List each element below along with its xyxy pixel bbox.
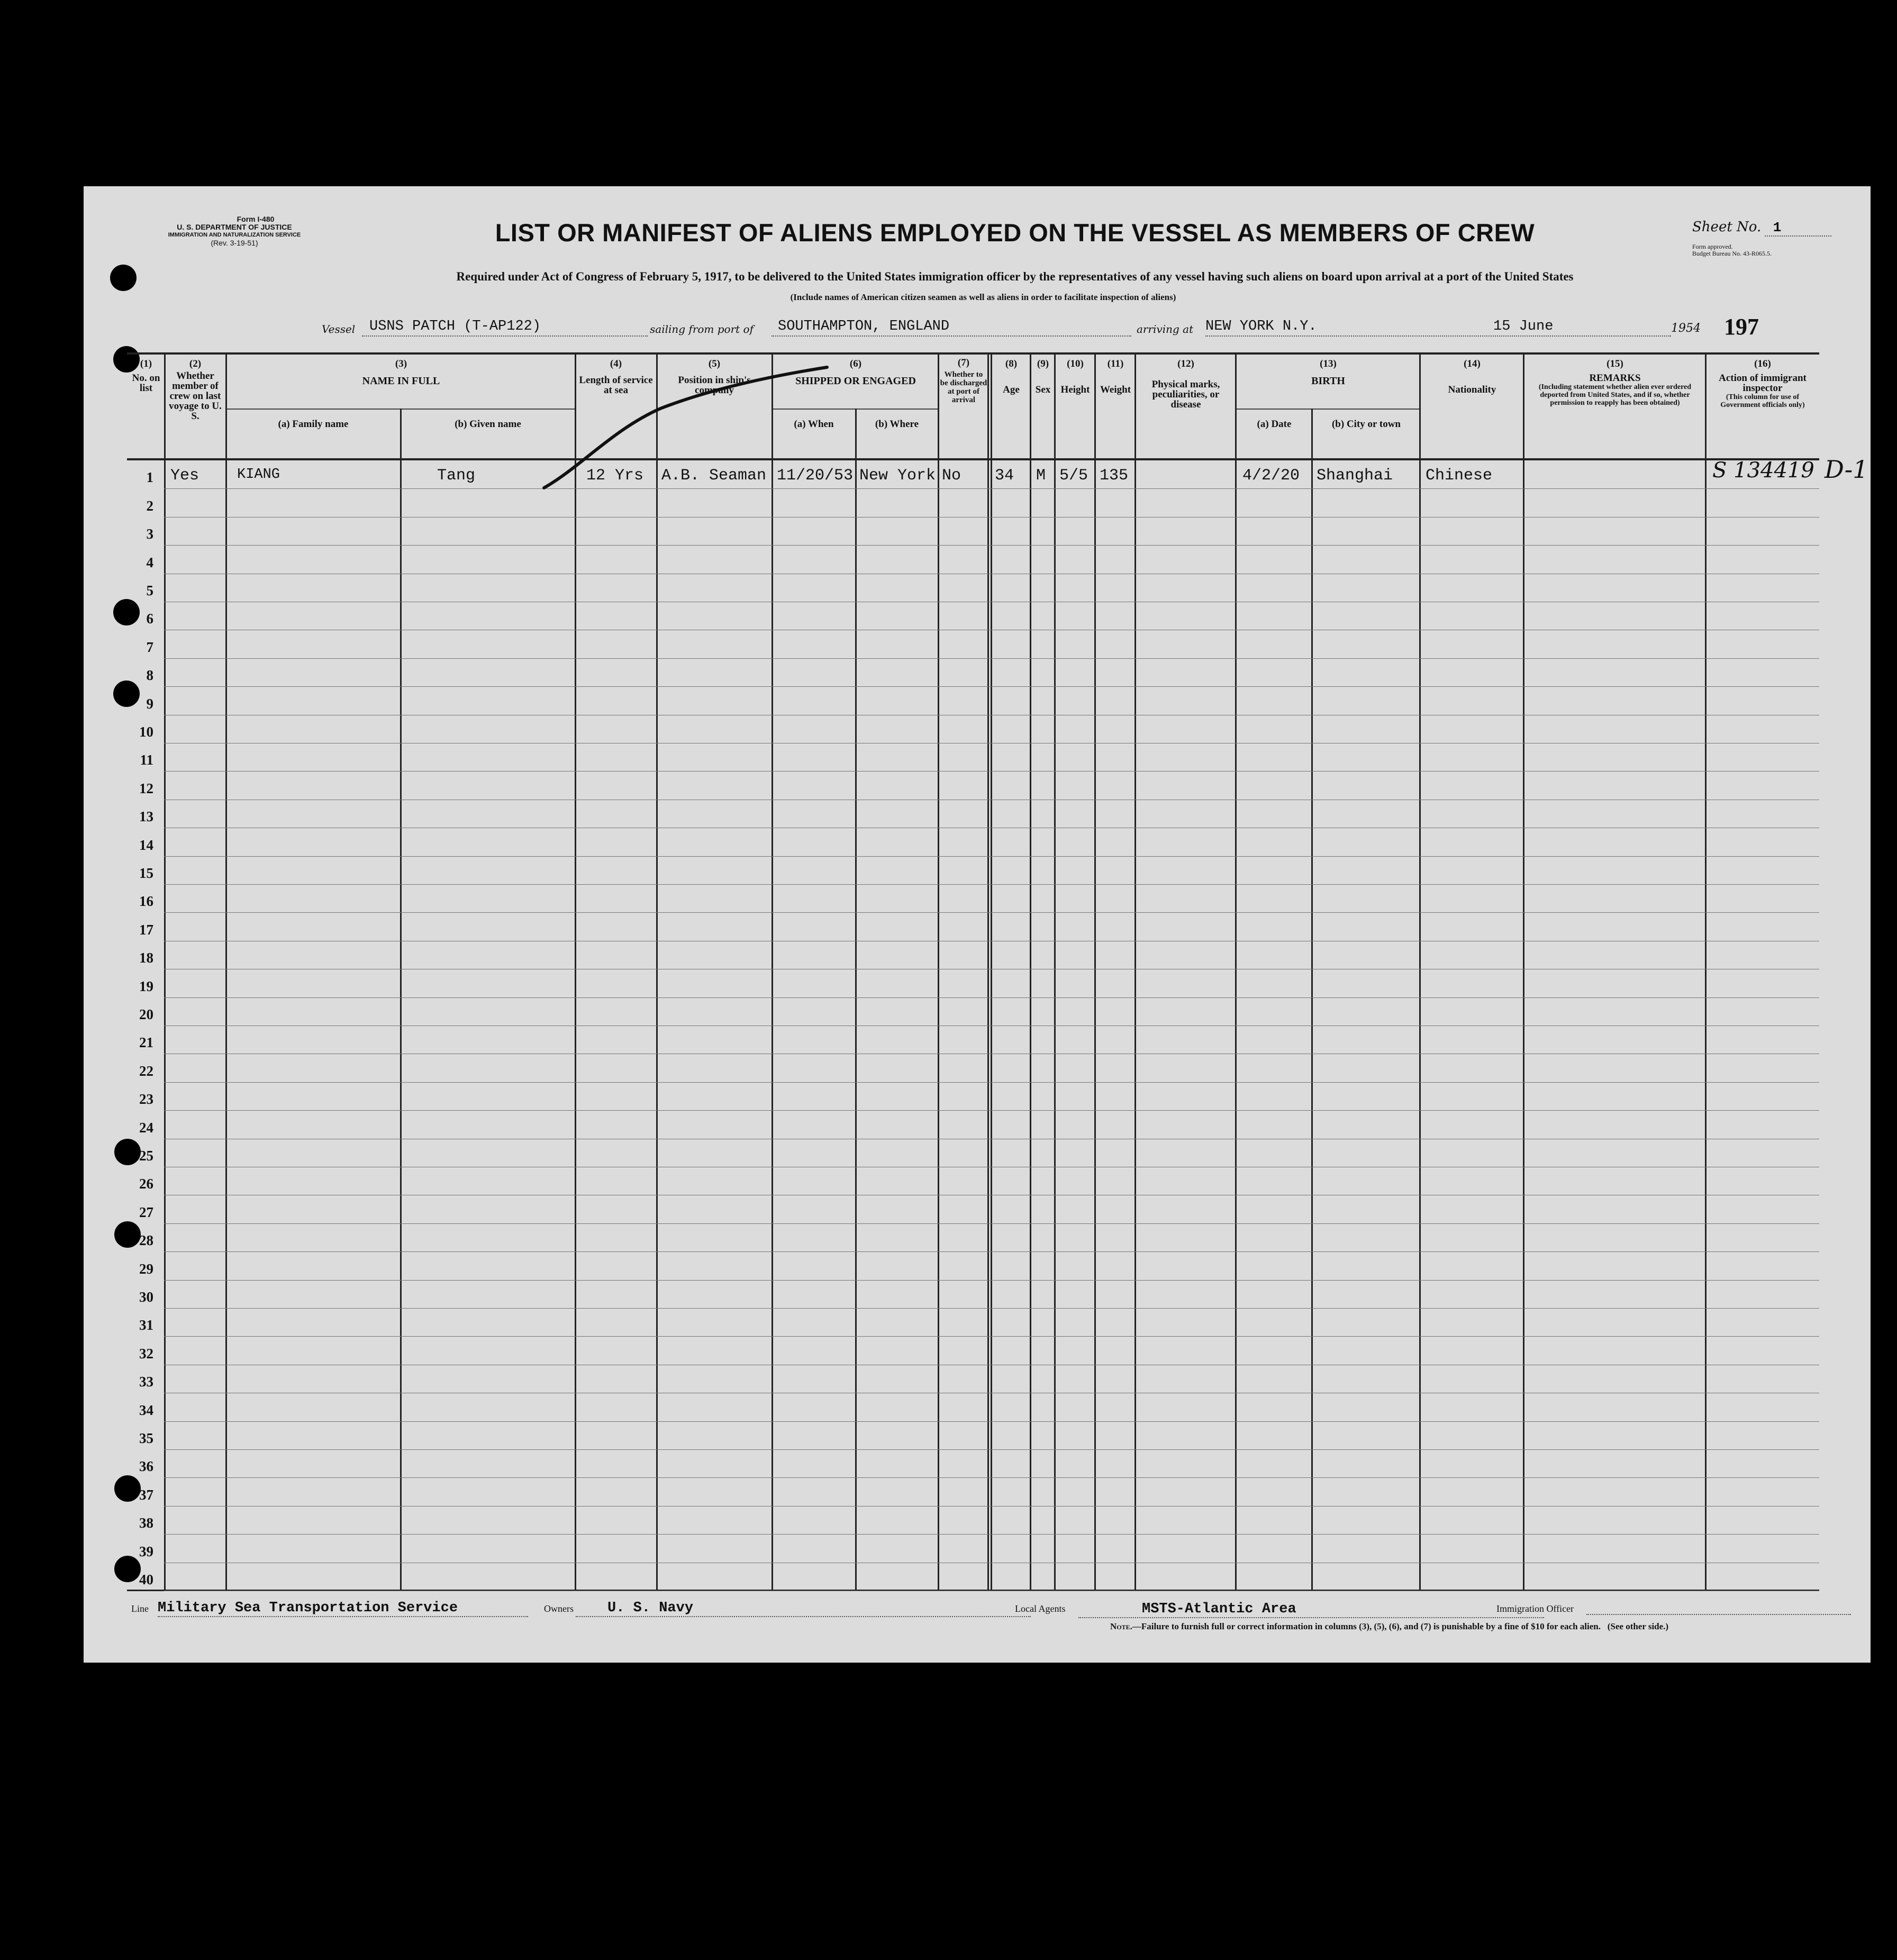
row-line (164, 884, 1819, 885)
row-line (164, 1477, 1819, 1478)
entry-service-length: 12 Yrs (586, 467, 644, 485)
footer-note: Note.—Failure to furnish full or correct information in columns (3), (5), (6), and (7) is punishable by a fine of $10 for each alien. (See other side.) (1110, 1621, 1669, 1631)
row-line (164, 686, 1819, 687)
row-number: 2 (146, 498, 153, 514)
col-13b-header: (b) City or town (1331, 419, 1401, 430)
row-line (164, 1110, 1819, 1111)
row-number: 19 (139, 978, 153, 994)
entry-sex: M (1036, 467, 1046, 485)
sheet-number: 1 (1765, 220, 1831, 237)
agents-label: Local Agents (1015, 1603, 1066, 1614)
row-number: 28 (139, 1232, 153, 1248)
column-divider (164, 355, 166, 1590)
row-number: 24 (139, 1120, 153, 1136)
page-title: LIST OR MANIFEST OF ALIENS EMPLOYED ON THE VESSEL AS MEMBERS OF CREW (495, 219, 1535, 247)
col-15-header: (15) REMARKS (Including statement whether alien ever ordered deported from United States, and if so, whether permission to reapply has been obtained) (1538, 358, 1692, 407)
row-number: 32 (139, 1346, 153, 1362)
handwritten-stroke (539, 358, 835, 498)
col-13a-header: (a) Date (1257, 419, 1292, 430)
row-number: 23 (139, 1091, 153, 1107)
entry-last-voyage: Yes (170, 467, 199, 485)
arrival-year: 1954 (1671, 322, 1701, 335)
row-number: 1 (146, 469, 153, 485)
row-line (164, 1251, 1819, 1252)
col-6b-header: (b) Where (875, 419, 919, 430)
approval-text: Form approved. (1692, 243, 1733, 250)
budget-bureau-no: Budget Bureau No. 43-R065.5. (1692, 250, 1772, 257)
service-name: IMMIGRATION AND NATURALIZATION SERVICE (168, 232, 301, 238)
row-number: 8 (146, 667, 153, 683)
row-number: 16 (139, 893, 153, 909)
row-number: 40 (139, 1572, 153, 1587)
inclusion-note: (Include names of American citizen seamen as well as aliens in order to facilitate inspection of aliens) (790, 292, 1176, 302)
row-line (164, 1534, 1819, 1535)
row-number: 35 (139, 1430, 153, 1446)
entry-discharged: No (942, 467, 961, 485)
row-number: 33 (139, 1374, 153, 1390)
row-number: 21 (139, 1035, 153, 1050)
row-number: 34 (139, 1402, 153, 1418)
row-number: 39 (139, 1544, 153, 1559)
row-line (164, 545, 1819, 546)
entry-family-name: KIANG (237, 467, 280, 483)
row-line (164, 1280, 1819, 1281)
row-number: 29 (139, 1261, 153, 1277)
statute-text: Required under Act of Congress of February 5, 1917, to be delivered to the United States immigration officer by the representatives of any vessel having such aliens on board upon arrival at a port of the United States (456, 270, 1574, 283)
line-value: Military Sea Transportation Service (158, 1600, 528, 1617)
row-number: 38 (139, 1515, 153, 1531)
row-number: 10 (139, 724, 153, 740)
entry-given-name: Tang (437, 467, 476, 485)
col-8-header: (8) Age (1003, 358, 1020, 395)
officer-signature-line (1586, 1603, 1851, 1615)
entry-age: 34 (995, 467, 1014, 485)
row-line (164, 856, 1819, 857)
row-number: 13 (139, 809, 153, 824)
col-4-header: (4) Length of service at sea (579, 358, 653, 396)
entry-birth-date: 4/2/20 (1242, 467, 1300, 485)
row-line (164, 1449, 1819, 1450)
entry-nationality: Chinese (1426, 467, 1493, 485)
row-number: 14 (139, 837, 153, 853)
form-approval (1692, 243, 1772, 257)
entry-shipped-where: New York (859, 467, 936, 485)
entry-birth-city: Shanghai (1317, 467, 1393, 485)
row-line (164, 1336, 1819, 1337)
sailing-port: SOUTHAMPTON, ENGLAND (778, 319, 950, 334)
col-3a-header: (a) Family name (278, 419, 349, 430)
col-13-header: (13) BIRTH (1311, 358, 1345, 387)
row-line (164, 1421, 1819, 1422)
department-name: U. S. DEPARTMENT OF JUSTICE (177, 223, 292, 231)
arrival-date: 15 June (1493, 319, 1554, 334)
col-16-header: (16) Action of immigrant inspector (This column for use of Government officials only) (1719, 358, 1807, 409)
row-number: 36 (139, 1458, 153, 1474)
row-line (164, 912, 1819, 913)
col-5-header: (5) Position in ship's company (678, 358, 751, 396)
col-6-header: (6) SHIPPED OR ENGAGED (795, 358, 916, 387)
row-line (164, 1223, 1819, 1224)
col-2-header: (2) Whether member of crew on last voyage to U. S. (169, 358, 222, 422)
row-number: 17 (139, 922, 153, 938)
arriving-label: arriving at (1137, 323, 1194, 335)
row-line (164, 771, 1819, 772)
row-number: 12 (139, 781, 153, 796)
row-number: 31 (139, 1317, 153, 1333)
row-line (164, 997, 1819, 998)
row-line (164, 1082, 1819, 1083)
col-11-header: (11) Weight (1100, 358, 1131, 395)
row-number: 37 (139, 1487, 153, 1503)
form-revision: (Rev. 3-19-51) (211, 239, 258, 247)
col-9-header: (9) Sex (1035, 358, 1051, 395)
row-number: 4 (146, 555, 153, 570)
punch-hole (110, 265, 137, 291)
line-label: Line (131, 1603, 149, 1614)
row-line (164, 658, 1819, 659)
page-number: 197 (1724, 314, 1759, 340)
officer-label: Immigration Officer (1496, 1603, 1574, 1614)
vessel-name: USNS PATCH (T-AP122) (369, 319, 541, 334)
col-6a-header: (a) When (794, 419, 834, 430)
row-number: 3 (146, 526, 153, 542)
row-line (164, 1506, 1819, 1507)
vessel-label: Vessel (322, 323, 356, 335)
col-10-header: (10) Height (1060, 358, 1090, 395)
col-1-header: (1) No. on list (132, 358, 160, 394)
row-line (164, 488, 1819, 489)
col-3-header: (3) NAME IN FULL (362, 358, 440, 387)
agents-value: MSTS-Atlantic Area (1078, 1601, 1544, 1618)
row-number: 27 (139, 1204, 153, 1220)
row-number: 26 (139, 1176, 153, 1192)
row-number: 20 (139, 1006, 153, 1022)
entry-weight: 135 (1100, 467, 1129, 485)
entry-height: 5/5 (1059, 467, 1088, 485)
row-number: 18 (139, 950, 153, 966)
manifest-sheet (84, 186, 1871, 1663)
entry-position: A.B. Seaman (661, 467, 767, 485)
col-3b-header: (b) Given name (455, 419, 521, 430)
entry-shipped-when: 11/20/53 (777, 467, 854, 485)
entry-inspector-mark: D-1 (1825, 455, 1868, 484)
sailing-label: sailing from port of (650, 323, 754, 335)
col-14-header: (14) Nationality (1448, 358, 1496, 395)
row-number: 9 (146, 696, 153, 712)
form-identification (126, 215, 343, 247)
form-number: Form I-480 (237, 215, 275, 223)
row-number: 15 (139, 865, 153, 881)
row-number: 25 (139, 1148, 153, 1164)
row-number: 30 (139, 1289, 153, 1305)
row-number: 11 (140, 752, 153, 768)
row-line (164, 1308, 1819, 1309)
entry-inspector-action: S 134419 (1712, 458, 1814, 483)
arrival-port: NEW YORK N.Y. (1205, 319, 1317, 334)
owners-label: Owners (544, 1603, 574, 1614)
sheet-label: Sheet No. (1692, 219, 1762, 235)
col-12-header: (12) Physical marks, peculiarities, or disease (1151, 358, 1220, 410)
row-number: 6 (146, 611, 153, 627)
row-number: 22 (139, 1063, 153, 1079)
sheet-number-field (1692, 219, 1867, 237)
col-7-header: (7) Whether to be discharged at port of arrival (940, 357, 987, 404)
row-number: 5 (146, 583, 153, 598)
row-line (164, 517, 1819, 518)
owners-value: U. S. Navy (576, 1600, 1031, 1617)
row-number: 7 (146, 639, 153, 655)
